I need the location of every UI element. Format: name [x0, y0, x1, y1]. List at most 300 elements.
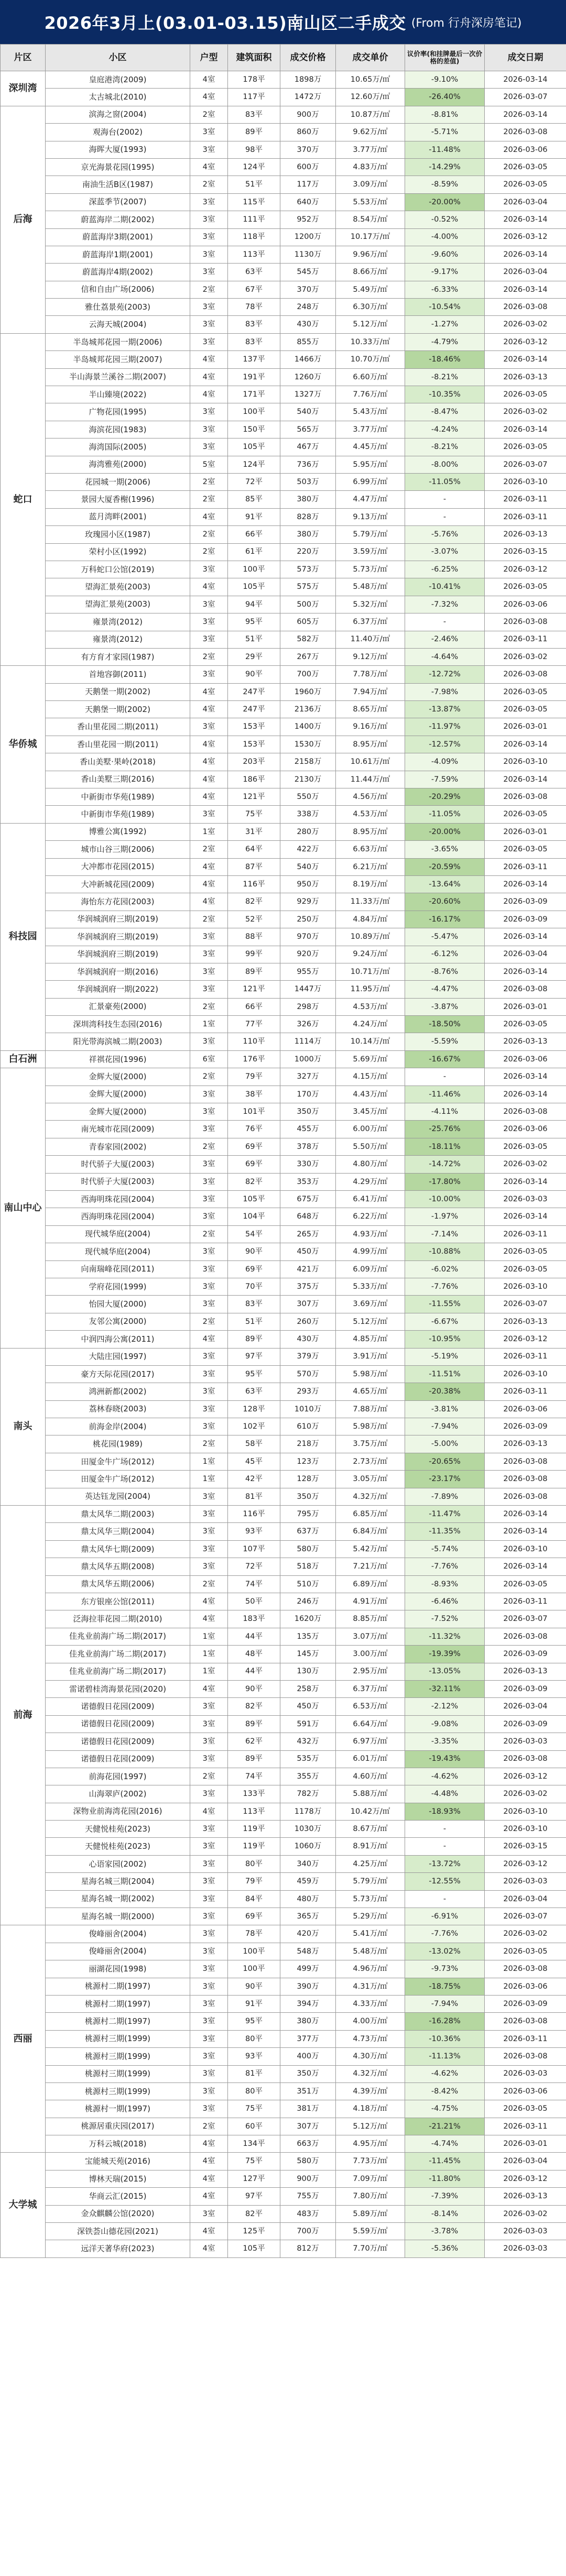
unit-price-cell: 6.97万/㎡ — [336, 1733, 405, 1750]
price-cell: 663万 — [280, 2135, 336, 2153]
header-layout: 户型 — [190, 45, 228, 71]
bargain-rate-cell: -13.64% — [405, 875, 485, 893]
price-cell: 459万 — [280, 1873, 336, 1890]
area-cell: 105平 — [228, 578, 280, 596]
community-cell: 诺德假日花园(2009) — [46, 1698, 190, 1715]
community-cell: 鼎太风华三期(2004) — [46, 1523, 190, 1540]
price-cell: 795万 — [280, 1506, 336, 1523]
area-cell: 186平 — [228, 771, 280, 788]
date-cell: 2026-03-02 — [485, 1156, 566, 1173]
unit-price-cell: 7.88万/㎡ — [336, 1400, 405, 1418]
bargain-rate-cell: -20.00% — [405, 823, 485, 840]
community-cell: 城市山谷三期(2006) — [46, 841, 190, 858]
table-row — [1, 1383, 566, 1400]
date-cell: 2026-03-09 — [485, 1418, 566, 1435]
community-cell: 俊峰丽舍(2004) — [46, 1943, 190, 1960]
layout-cell: 3室 — [190, 596, 228, 613]
unit-price-cell: 5.69万/㎡ — [336, 1050, 405, 1068]
price-cell: 570万 — [280, 1365, 336, 1383]
bargain-rate-cell: -13.02% — [405, 1943, 485, 1960]
layout-cell: 4室 — [190, 578, 228, 596]
price-cell: 170万 — [280, 1086, 336, 1103]
bargain-rate-cell: -11.13% — [405, 2048, 485, 2065]
bargain-rate-cell: -21.21% — [405, 2118, 485, 2135]
unit-price-cell: 11.95万/㎡ — [336, 981, 405, 998]
price-cell: 381万 — [280, 2100, 336, 2118]
area-cell: 203平 — [228, 753, 280, 771]
table-row — [1, 736, 566, 753]
price-cell: 755万 — [280, 2188, 336, 2205]
community-cell: 深物业前海湾花园(2016) — [46, 1803, 190, 1820]
bargain-rate-cell: -7.76% — [405, 1558, 485, 1575]
bargain-rate-cell: -11.45% — [405, 2153, 485, 2170]
bargain-rate-cell: -7.98% — [405, 683, 485, 700]
area-cell: 83平 — [228, 333, 280, 350]
unit-price-cell: 6.01万/㎡ — [336, 1750, 405, 1768]
layout-cell: 2室 — [190, 911, 228, 928]
layout-cell: 3室 — [190, 946, 228, 963]
layout-cell: 2室 — [190, 491, 228, 508]
date-cell: 2026-03-01 — [485, 2135, 566, 2153]
layout-cell: 3室 — [190, 1243, 228, 1260]
area-cell: 107平 — [228, 1540, 280, 1558]
community-cell: 大冲新城花园(2009) — [46, 875, 190, 893]
bargain-rate-cell: -4.09% — [405, 753, 485, 771]
date-cell: 2026-03-03 — [485, 2240, 566, 2257]
table-row — [1, 89, 566, 106]
layout-cell: 3室 — [190, 1733, 228, 1750]
table-row — [1, 911, 566, 928]
table-row — [1, 1103, 566, 1121]
date-cell: 2026-03-02 — [485, 403, 566, 421]
bargain-rate-cell: -5.74% — [405, 1540, 485, 1558]
bargain-rate-cell: -11.80% — [405, 2170, 485, 2187]
price-cell: 1447万 — [280, 981, 336, 998]
date-cell: 2026-03-05 — [485, 1943, 566, 1960]
price-cell: 218万 — [280, 1435, 336, 1453]
area-cell: 90平 — [228, 1243, 280, 1260]
table-row — [1, 561, 566, 578]
unit-price-cell: 4.84万/㎡ — [336, 911, 405, 928]
layout-cell: 3室 — [190, 1033, 228, 1050]
table-row — [1, 299, 566, 316]
table-row — [1, 386, 566, 403]
community-cell: 华商云汇(2015) — [46, 2188, 190, 2205]
area-cell: 105平 — [228, 439, 280, 456]
area-cell: 137平 — [228, 351, 280, 368]
date-cell: 2026-03-05 — [485, 439, 566, 456]
date-cell: 2026-03-05 — [485, 1575, 566, 1593]
layout-cell: 4室 — [190, 701, 228, 718]
area-cell: 79平 — [228, 1068, 280, 1086]
layout-cell: 1室 — [190, 1628, 228, 1645]
bargain-rate-cell: - — [405, 491, 485, 508]
table-row — [1, 71, 566, 89]
bargain-rate-cell: -3.87% — [405, 998, 485, 1015]
date-cell: 2026-03-05 — [485, 176, 566, 193]
layout-cell: 3室 — [190, 1890, 228, 1908]
date-cell: 2026-03-12 — [485, 1855, 566, 1872]
community-cell: 金辉大厦(2000) — [46, 1103, 190, 1121]
table-row — [1, 508, 566, 525]
price-cell: 421万 — [280, 1260, 336, 1278]
bargain-rate-cell: -16.28% — [405, 2013, 485, 2030]
layout-cell: 3室 — [190, 193, 228, 211]
unit-price-cell: 4.53万/㎡ — [336, 806, 405, 823]
unit-price-cell: 7.21万/㎡ — [336, 1558, 405, 1575]
price-cell: 145万 — [280, 1646, 336, 1663]
layout-cell: 3室 — [190, 1365, 228, 1383]
unit-price-cell: 10.33万/㎡ — [336, 333, 405, 350]
bargain-rate-cell: -5.00% — [405, 1435, 485, 1453]
price-cell: 575万 — [280, 578, 336, 596]
unit-price-cell: 9.12万/㎡ — [336, 648, 405, 665]
layout-cell: 4室 — [190, 386, 228, 403]
bargain-rate-cell: -9.10% — [405, 71, 485, 89]
date-cell: 2026-03-14 — [485, 281, 566, 298]
community-cell: 雍景湾(2012) — [46, 631, 190, 648]
layout-cell: 3室 — [190, 631, 228, 648]
unit-price-cell: 7.78万/㎡ — [336, 666, 405, 683]
bargain-rate-cell: -20.38% — [405, 1383, 485, 1400]
district-cell: 南头 — [1, 1348, 46, 1506]
unit-price-cell: 4.56万/㎡ — [336, 788, 405, 806]
community-cell: 现代城华庭(2004) — [46, 1225, 190, 1243]
bargain-rate-cell: -18.46% — [405, 351, 485, 368]
layout-cell: 3室 — [190, 228, 228, 246]
unit-price-cell: 8.66万/㎡ — [336, 264, 405, 281]
price-cell: 736万 — [280, 456, 336, 473]
bargain-rate-cell: -7.89% — [405, 1488, 485, 1505]
date-cell: 2026-03-08 — [485, 788, 566, 806]
area-cell: 80平 — [228, 2082, 280, 2100]
price-cell: 548万 — [280, 1943, 336, 1960]
area-cell: 150平 — [228, 421, 280, 438]
community-cell: 桃源居重庆园(2017) — [46, 2118, 190, 2135]
layout-cell: 4室 — [190, 89, 228, 106]
community-cell: 鼎太风华二期(2003) — [46, 1506, 190, 1523]
layout-cell: 3室 — [190, 1995, 228, 2012]
table-row — [1, 1698, 566, 1715]
unit-price-cell: 4.65万/㎡ — [336, 1383, 405, 1400]
layout-cell: 4室 — [190, 2240, 228, 2257]
bargain-rate-cell: -19.39% — [405, 1646, 485, 1663]
price-cell: 390万 — [280, 1978, 336, 1995]
community-cell: 心语家园(2002) — [46, 1855, 190, 1872]
price-cell: 1620万 — [280, 1610, 336, 1628]
area-cell: 58平 — [228, 1435, 280, 1453]
unit-price-cell: 5.88万/㎡ — [336, 1785, 405, 1803]
price-cell: 955万 — [280, 963, 336, 980]
bargain-rate-cell: -12.55% — [405, 1873, 485, 1890]
unit-price-cell: 6.99万/㎡ — [336, 473, 405, 490]
community-cell: 望海汇景苑(2003) — [46, 596, 190, 613]
layout-cell: 3室 — [190, 211, 228, 228]
area-cell: 113平 — [228, 1803, 280, 1820]
date-cell: 2026-03-08 — [485, 2013, 566, 2030]
bargain-rate-cell: -20.00% — [405, 193, 485, 211]
layout-cell: 3室 — [190, 1173, 228, 1190]
layout-cell: 3室 — [190, 561, 228, 578]
bargain-rate-cell: -7.14% — [405, 1225, 485, 1243]
layout-cell: 3室 — [190, 613, 228, 631]
unit-price-cell: 5.98万/㎡ — [336, 1365, 405, 1383]
bargain-rate-cell: -7.76% — [405, 1925, 485, 1943]
bargain-rate-cell: -6.25% — [405, 561, 485, 578]
community-cell: 俊峰丽舍(2004) — [46, 1925, 190, 1943]
date-cell: 2026-03-15 — [485, 1838, 566, 1855]
community-cell: 荔林春晓(2003) — [46, 1400, 190, 1418]
unit-price-cell: 5.12万/㎡ — [336, 316, 405, 333]
unit-price-cell: 4.85万/㎡ — [336, 1331, 405, 1348]
page-source-note: (From 行舟深房笔记) — [411, 16, 522, 30]
layout-cell: 3室 — [190, 333, 228, 350]
area-cell: 153平 — [228, 718, 280, 736]
layout-cell: 4室 — [190, 2170, 228, 2187]
table-row — [1, 1646, 566, 1663]
unit-price-cell: 8.65万/㎡ — [336, 701, 405, 718]
layout-cell: 2室 — [190, 1313, 228, 1330]
community-cell: 泛海拉菲花园二期(2010) — [46, 1610, 190, 1628]
community-cell: 鼎太风华五期(2006) — [46, 1575, 190, 1593]
table-row — [1, 333, 566, 350]
community-cell: 广物花园(1995) — [46, 403, 190, 421]
community-cell: 深蓝季节(2007) — [46, 193, 190, 211]
price-cell: 370万 — [280, 281, 336, 298]
date-cell: 2026-03-08 — [485, 1488, 566, 1505]
community-cell: 信和自由广场(2006) — [46, 281, 190, 298]
community-cell: 半山海景兰溪谷二期(2007) — [46, 368, 190, 386]
table-row — [1, 998, 566, 1015]
price-cell: 675万 — [280, 1191, 336, 1208]
bargain-rate-cell: -11.32% — [405, 1628, 485, 1645]
date-cell: 2026-03-14 — [485, 1173, 566, 1190]
community-cell: 海怡东方花园(2003) — [46, 893, 190, 911]
area-cell: 78平 — [228, 1925, 280, 1943]
price-cell: 540万 — [280, 403, 336, 421]
area-cell: 89平 — [228, 1750, 280, 1768]
bargain-rate-cell: -11.35% — [405, 1523, 485, 1540]
layout-cell: 4室 — [190, 1680, 228, 1697]
community-cell: 望海汇景苑(2003) — [46, 578, 190, 596]
date-cell: 2026-03-14 — [485, 106, 566, 123]
unit-price-cell: 6.41万/㎡ — [336, 1191, 405, 1208]
unit-price-cell: 5.50万/㎡ — [336, 1138, 405, 1155]
date-cell: 2026-03-13 — [485, 526, 566, 543]
unit-price-cell: 5.41万/㎡ — [336, 1925, 405, 1943]
date-cell: 2026-03-08 — [485, 1750, 566, 1768]
table-row — [1, 351, 566, 368]
date-cell: 2026-03-05 — [485, 701, 566, 718]
unit-price-cell: 5.49万/㎡ — [336, 281, 405, 298]
community-cell: 观海台(2002) — [46, 124, 190, 141]
community-cell: 青春家园(2002) — [46, 1138, 190, 1155]
page-header — [0, 0, 566, 44]
area-cell: 124平 — [228, 456, 280, 473]
bargain-rate-cell: -8.00% — [405, 456, 485, 473]
table-row — [1, 613, 566, 631]
bargain-rate-cell: -20.59% — [405, 858, 485, 875]
community-cell: 海湾雅苑(2000) — [46, 456, 190, 473]
table-row — [1, 1453, 566, 1470]
date-cell: 2026-03-11 — [485, 1225, 566, 1243]
community-cell: 中新街市华苑(1989) — [46, 788, 190, 806]
area-cell: 121平 — [228, 981, 280, 998]
unit-price-cell: 10.61万/㎡ — [336, 753, 405, 771]
table-row — [1, 1313, 566, 1330]
area-cell: 100平 — [228, 1960, 280, 1978]
layout-cell: 4室 — [190, 753, 228, 771]
date-cell: 2026-03-10 — [485, 1540, 566, 1558]
unit-price-cell: 6.21万/㎡ — [336, 858, 405, 875]
bargain-rate-cell: -18.50% — [405, 1016, 485, 1033]
area-cell: 91平 — [228, 508, 280, 525]
area-cell: 45平 — [228, 1453, 280, 1470]
area-cell: 90平 — [228, 1680, 280, 1697]
area-cell: 110平 — [228, 1033, 280, 1050]
header-bargain-rate: 议价率(和挂牌最后一次价格的差值) — [405, 45, 485, 71]
bargain-rate-cell: -8.21% — [405, 368, 485, 386]
community-cell: 华润城润府三期(2019) — [46, 911, 190, 928]
bargain-rate-cell: -9.17% — [405, 264, 485, 281]
bargain-rate-cell: -14.72% — [405, 1156, 485, 1173]
area-cell: 80平 — [228, 1855, 280, 1872]
area-cell: 51平 — [228, 176, 280, 193]
area-cell: 60平 — [228, 2118, 280, 2135]
unit-price-cell: 5.79万/㎡ — [336, 1873, 405, 1890]
community-cell: 华润城润府一期(2022) — [46, 981, 190, 998]
area-cell: 125平 — [228, 2223, 280, 2240]
community-cell: 佳兆业前海广场二期(2017) — [46, 1663, 190, 1680]
area-cell: 133平 — [228, 1785, 280, 1803]
table-row — [1, 1890, 566, 1908]
unit-price-cell: 4.60万/㎡ — [336, 1768, 405, 1785]
date-cell: 2026-03-06 — [485, 2082, 566, 2100]
date-cell: 2026-03-03 — [485, 1873, 566, 1890]
area-cell: 128平 — [228, 1400, 280, 1418]
layout-cell: 3室 — [190, 403, 228, 421]
layout-cell: 2室 — [190, 1225, 228, 1243]
price-cell: 350万 — [280, 2065, 336, 2082]
area-cell: 119平 — [228, 1838, 280, 1855]
price-cell: 422万 — [280, 841, 336, 858]
date-cell: 2026-03-02 — [485, 316, 566, 333]
layout-cell: 3室 — [190, 1348, 228, 1365]
date-cell: 2026-03-11 — [485, 1348, 566, 1365]
table-row — [1, 928, 566, 946]
layout-cell: 3室 — [190, 2100, 228, 2118]
date-cell: 2026-03-06 — [485, 1978, 566, 1995]
table-row — [1, 1680, 566, 1697]
community-cell: 香山里花园一期(2011) — [46, 736, 190, 753]
bargain-rate-cell: -10.88% — [405, 1243, 485, 1260]
table-row — [1, 2205, 566, 2222]
bargain-rate-cell: -4.48% — [405, 1785, 485, 1803]
date-cell: 2026-03-11 — [485, 1383, 566, 1400]
area-cell: 69平 — [228, 1260, 280, 1278]
bargain-rate-cell: -20.60% — [405, 893, 485, 911]
community-cell: 万科云城(2018) — [46, 2135, 190, 2153]
community-cell: 天健悦桂苑(2023) — [46, 1821, 190, 1838]
layout-cell: 3室 — [190, 1821, 228, 1838]
unit-price-cell: 4.39万/㎡ — [336, 2082, 405, 2100]
price-cell: 550万 — [280, 788, 336, 806]
layout-cell: 3室 — [190, 1418, 228, 1435]
unit-price-cell: 5.43万/㎡ — [336, 403, 405, 421]
price-cell: 128万 — [280, 1471, 336, 1488]
unit-price-cell: 5.73万/㎡ — [336, 561, 405, 578]
date-cell: 2026-03-14 — [485, 1506, 566, 1523]
table-row — [1, 578, 566, 596]
date-cell: 2026-03-05 — [485, 683, 566, 700]
area-cell: 183平 — [228, 1610, 280, 1628]
layout-cell: 3室 — [190, 1715, 228, 1733]
area-cell: 82平 — [228, 2205, 280, 2222]
layout-cell: 3室 — [190, 421, 228, 438]
unit-price-cell: 7.80万/㎡ — [336, 2188, 405, 2205]
bargain-rate-cell: -10.41% — [405, 578, 485, 596]
area-cell: 64平 — [228, 841, 280, 858]
community-cell: 皇庭港湾(2009) — [46, 71, 190, 89]
bargain-rate-cell: -11.51% — [405, 1365, 485, 1383]
price-cell: 1178万 — [280, 1803, 336, 1820]
date-cell: 2026-03-03 — [485, 1191, 566, 1208]
unit-price-cell: 9.62万/㎡ — [336, 124, 405, 141]
area-cell: 81平 — [228, 1488, 280, 1505]
price-cell: 123万 — [280, 1453, 336, 1470]
bargain-rate-cell: -4.47% — [405, 981, 485, 998]
unit-price-cell: 3.75万/㎡ — [336, 1435, 405, 1453]
district-cell: 西丽 — [1, 1925, 46, 2153]
price-cell: 1400万 — [280, 718, 336, 736]
layout-cell: 3室 — [190, 1506, 228, 1523]
layout-cell: 3室 — [190, 1523, 228, 1540]
table-row — [1, 1208, 566, 1225]
header-date: 成交日期 — [485, 45, 566, 71]
date-cell: 2026-03-14 — [485, 1086, 566, 1103]
bargain-rate-cell: -3.81% — [405, 1400, 485, 1418]
layout-cell: 3室 — [190, 981, 228, 998]
community-cell: 桃源村三期(1999) — [46, 2082, 190, 2100]
table-row — [1, 1471, 566, 1488]
community-cell: 西海明珠花园(2004) — [46, 1191, 190, 1208]
bargain-rate-cell: -17.80% — [405, 1173, 485, 1190]
date-cell: 2026-03-12 — [485, 228, 566, 246]
bargain-rate-cell: -7.32% — [405, 596, 485, 613]
community-cell: 西海明珠花园(2004) — [46, 1208, 190, 1225]
unit-price-cell: 11.40万/㎡ — [336, 631, 405, 648]
layout-cell: 3室 — [190, 246, 228, 263]
layout-cell: 3室 — [190, 2065, 228, 2082]
area-cell: 100平 — [228, 403, 280, 421]
date-cell: 2026-03-04 — [485, 2153, 566, 2170]
date-cell: 2026-03-05 — [485, 841, 566, 858]
unit-price-cell: 9.13万/㎡ — [336, 508, 405, 525]
table-row — [1, 963, 566, 980]
area-cell: 100平 — [228, 561, 280, 578]
table-row — [1, 1243, 566, 1260]
date-cell: 2026-03-04 — [485, 1890, 566, 1908]
price-cell: 400万 — [280, 2048, 336, 2065]
table-row — [1, 1506, 566, 1523]
layout-cell: 3室 — [190, 1156, 228, 1173]
layout-cell: 3室 — [190, 1296, 228, 1313]
layout-cell: 4室 — [190, 2135, 228, 2153]
layout-cell: 3室 — [190, 1838, 228, 1855]
area-cell: 85平 — [228, 491, 280, 508]
area-cell: 118平 — [228, 228, 280, 246]
date-cell: 2026-03-06 — [485, 596, 566, 613]
